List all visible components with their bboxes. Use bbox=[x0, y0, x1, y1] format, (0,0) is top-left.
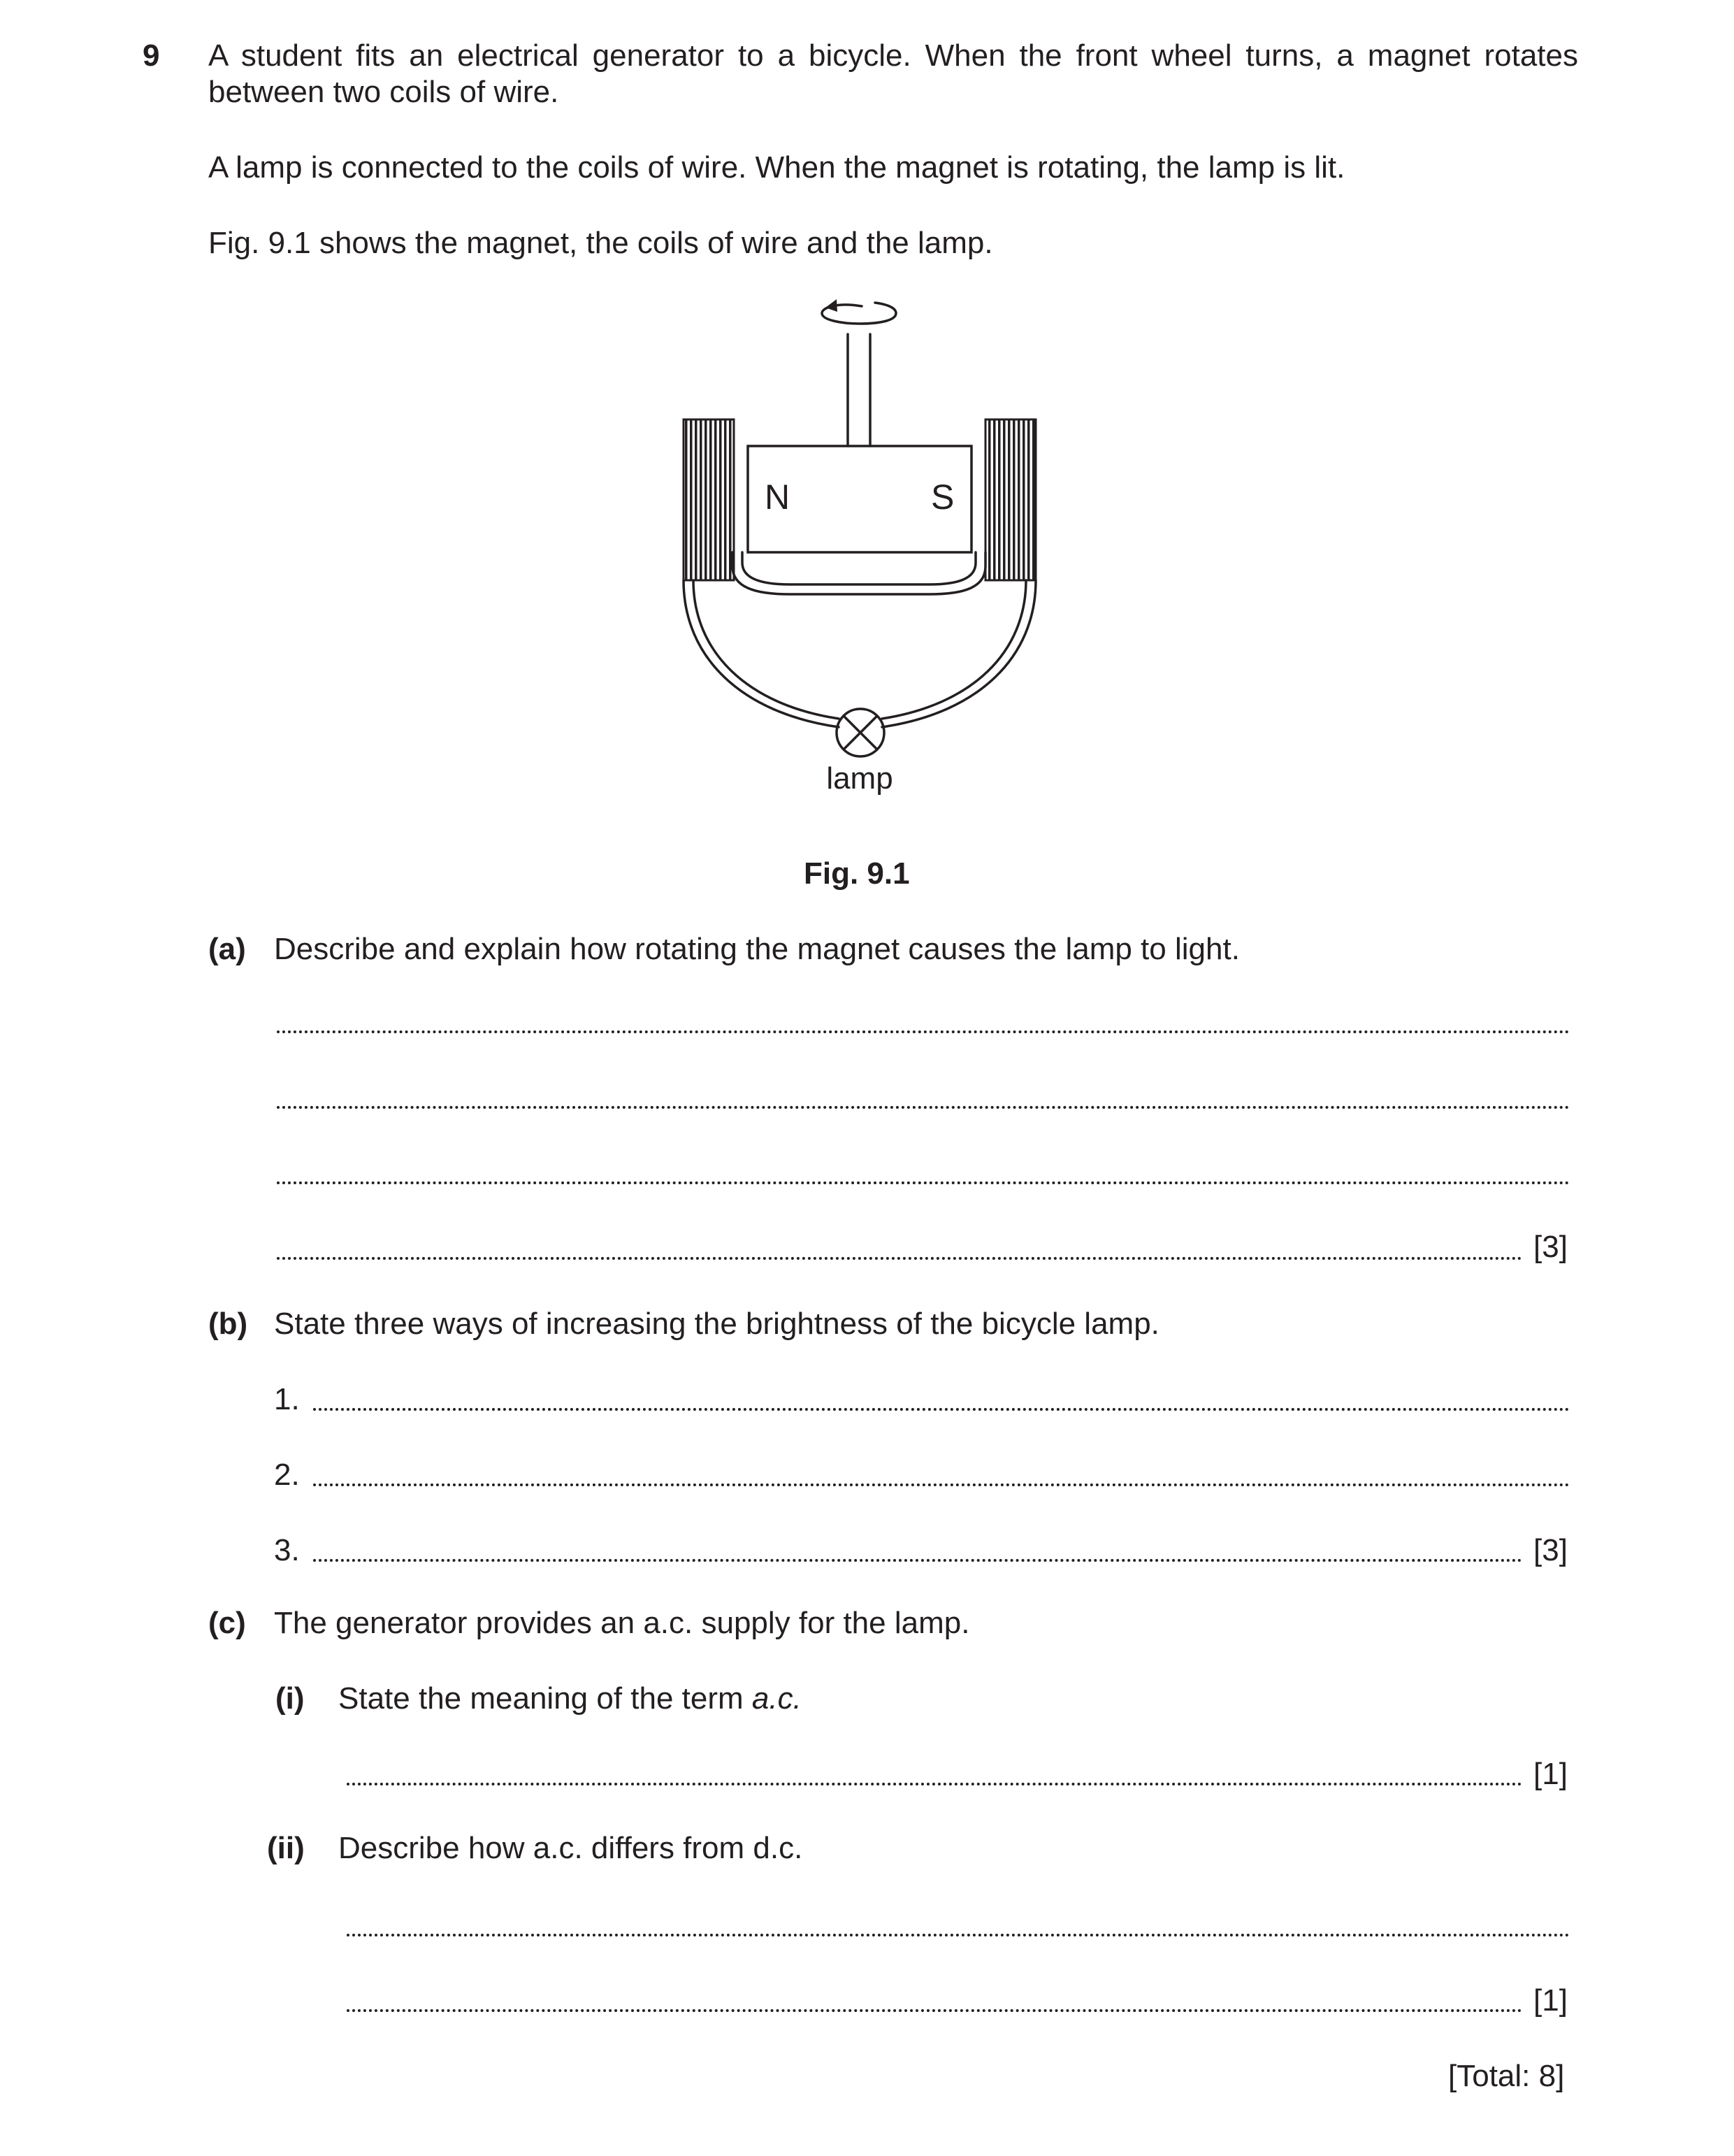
part-c-text: The generator provides an a.c. supply for the lamp. bbox=[274, 1606, 970, 1640]
south-pole-label: S bbox=[931, 477, 955, 517]
wire-left bbox=[684, 580, 839, 727]
answer-line-b1[interactable] bbox=[313, 1408, 1570, 1411]
question-intro-2: A lamp is connected to the coils of wire. When the magnet is rotating, the lamp is lit. bbox=[208, 150, 1345, 185]
part-c-i-marks: [1] bbox=[1533, 1757, 1568, 1791]
part-b-label: (b) bbox=[208, 1307, 248, 1341]
part-a-label: (a) bbox=[208, 932, 246, 966]
part-b-text: State three ways of increasing the brightness of the bicycle lamp. bbox=[274, 1307, 1159, 1341]
answer-line-b3[interactable] bbox=[313, 1559, 1522, 1562]
answer-line-c-i[interactable] bbox=[347, 1783, 1522, 1785]
part-c-ii-marks: [1] bbox=[1533, 1983, 1568, 2018]
right-coil bbox=[985, 419, 1036, 580]
question-intro-3: Fig. 9.1 shows the magnet, the coils of wire and the lamp. bbox=[208, 226, 993, 260]
part-c-label: (c) bbox=[208, 1606, 246, 1640]
answer-line-a3[interactable] bbox=[277, 1181, 1570, 1184]
list-item-number-3: 3. bbox=[274, 1533, 300, 1567]
part-c-ii-text: Describe how a.c. differs from d.c. bbox=[338, 1831, 803, 1865]
part-c-i-text bbox=[338, 1681, 802, 1718]
answer-line-c-ii-1[interactable] bbox=[347, 1934, 1570, 1936]
lamp-label: lamp bbox=[826, 761, 893, 796]
part-c-ii-label: (ii) bbox=[267, 1831, 305, 1865]
part-a-text: Describe and explain how rotating the magnet causes the lamp to light. bbox=[274, 932, 1240, 966]
answer-line-a1[interactable] bbox=[277, 1030, 1570, 1033]
part-c-i-prompt: State the meaning of the term bbox=[338, 1681, 752, 1716]
answer-line-a2[interactable] bbox=[277, 1106, 1570, 1109]
left-coil bbox=[684, 419, 734, 580]
part-a-marks: [3] bbox=[1533, 1230, 1568, 1264]
question-intro-1: A student fits an electrical generator to a bicycle. When the front wheel turns, a magnet rotates between two coils of wire. bbox=[208, 38, 1578, 109]
answer-line-c-ii-2[interactable] bbox=[347, 2009, 1522, 2012]
list-item-number-2: 2. bbox=[274, 1458, 300, 1492]
part-c-i-term: a.c. bbox=[751, 1681, 802, 1716]
answer-line-a4[interactable] bbox=[277, 1257, 1522, 1260]
question-number: 9 bbox=[143, 38, 160, 73]
total-marks: [Total: 8] bbox=[1448, 2059, 1565, 2093]
part-c-i-label: (i) bbox=[275, 1681, 305, 1716]
wire-right bbox=[882, 580, 1036, 727]
generator-diagram bbox=[657, 280, 1048, 811]
answer-line-b2[interactable] bbox=[313, 1483, 1570, 1486]
north-pole-label: N bbox=[765, 477, 790, 517]
figure-caption: Fig. 9.1 bbox=[804, 856, 910, 891]
list-item-number-1: 1. bbox=[274, 1382, 300, 1416]
wire-core bbox=[732, 552, 985, 594]
part-b-marks: [3] bbox=[1533, 1533, 1568, 1567]
